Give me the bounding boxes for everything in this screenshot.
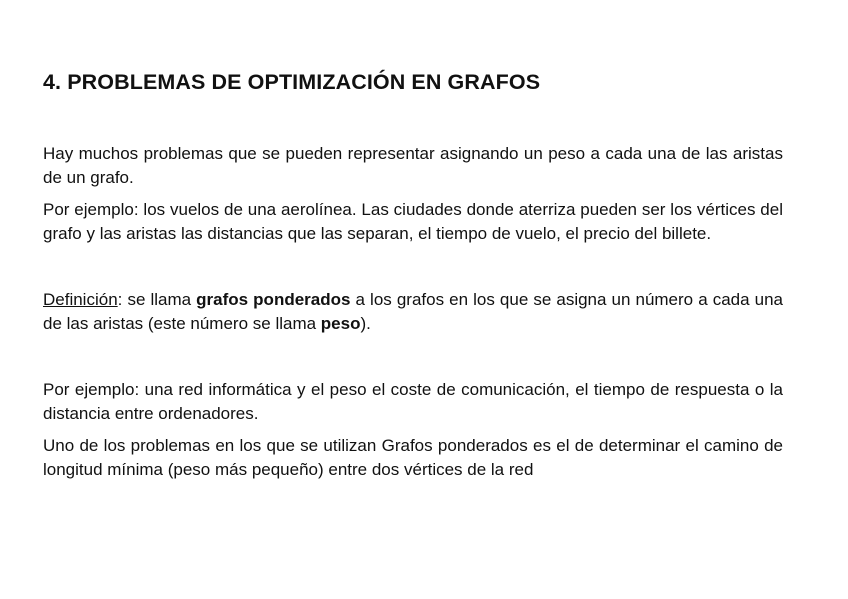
definition-text-2: a los grafos en los que se asigna un número a cada una de las aristas (este número se llama xyxy=(43,290,783,333)
definition-label: Definición xyxy=(43,290,118,309)
slide-content xyxy=(43,62,783,482)
definition-text-1: : se llama xyxy=(117,290,197,309)
example-network-paragraph: Por ejemplo: una red informática y el peso el coste de comunicación, el tiempo de respuesta o la distancia entre ordenadores. xyxy=(43,380,783,423)
definition-paragraph xyxy=(43,288,783,336)
definition-text-3: ). xyxy=(360,314,371,333)
definition-term: grafos ponderados xyxy=(196,290,351,309)
example-flights-paragraph: Por ejemplo: los vuelos de una aerolínea. Las ciudades donde aterriza pueden ser los vértices del grafo y las aristas las distancias que las separan, el tiempo de vuelo, el precio del billete. xyxy=(43,200,783,243)
page-title: 4. PROBLEMAS DE OPTIMIZACIÓN EN GRAFOS xyxy=(43,70,541,94)
shortest-path-paragraph: Uno de los problemas en los que se utilizan Grafos ponderados es el de determinar el camino de longitud mínima (peso más pequeño) entre dos vértices de la red xyxy=(43,436,783,479)
definition-term-peso: peso xyxy=(320,314,361,333)
intro-paragraph: Hay muchos problemas que se pueden representar asignando un peso a cada una de las aristas de un grafo. xyxy=(43,144,783,187)
